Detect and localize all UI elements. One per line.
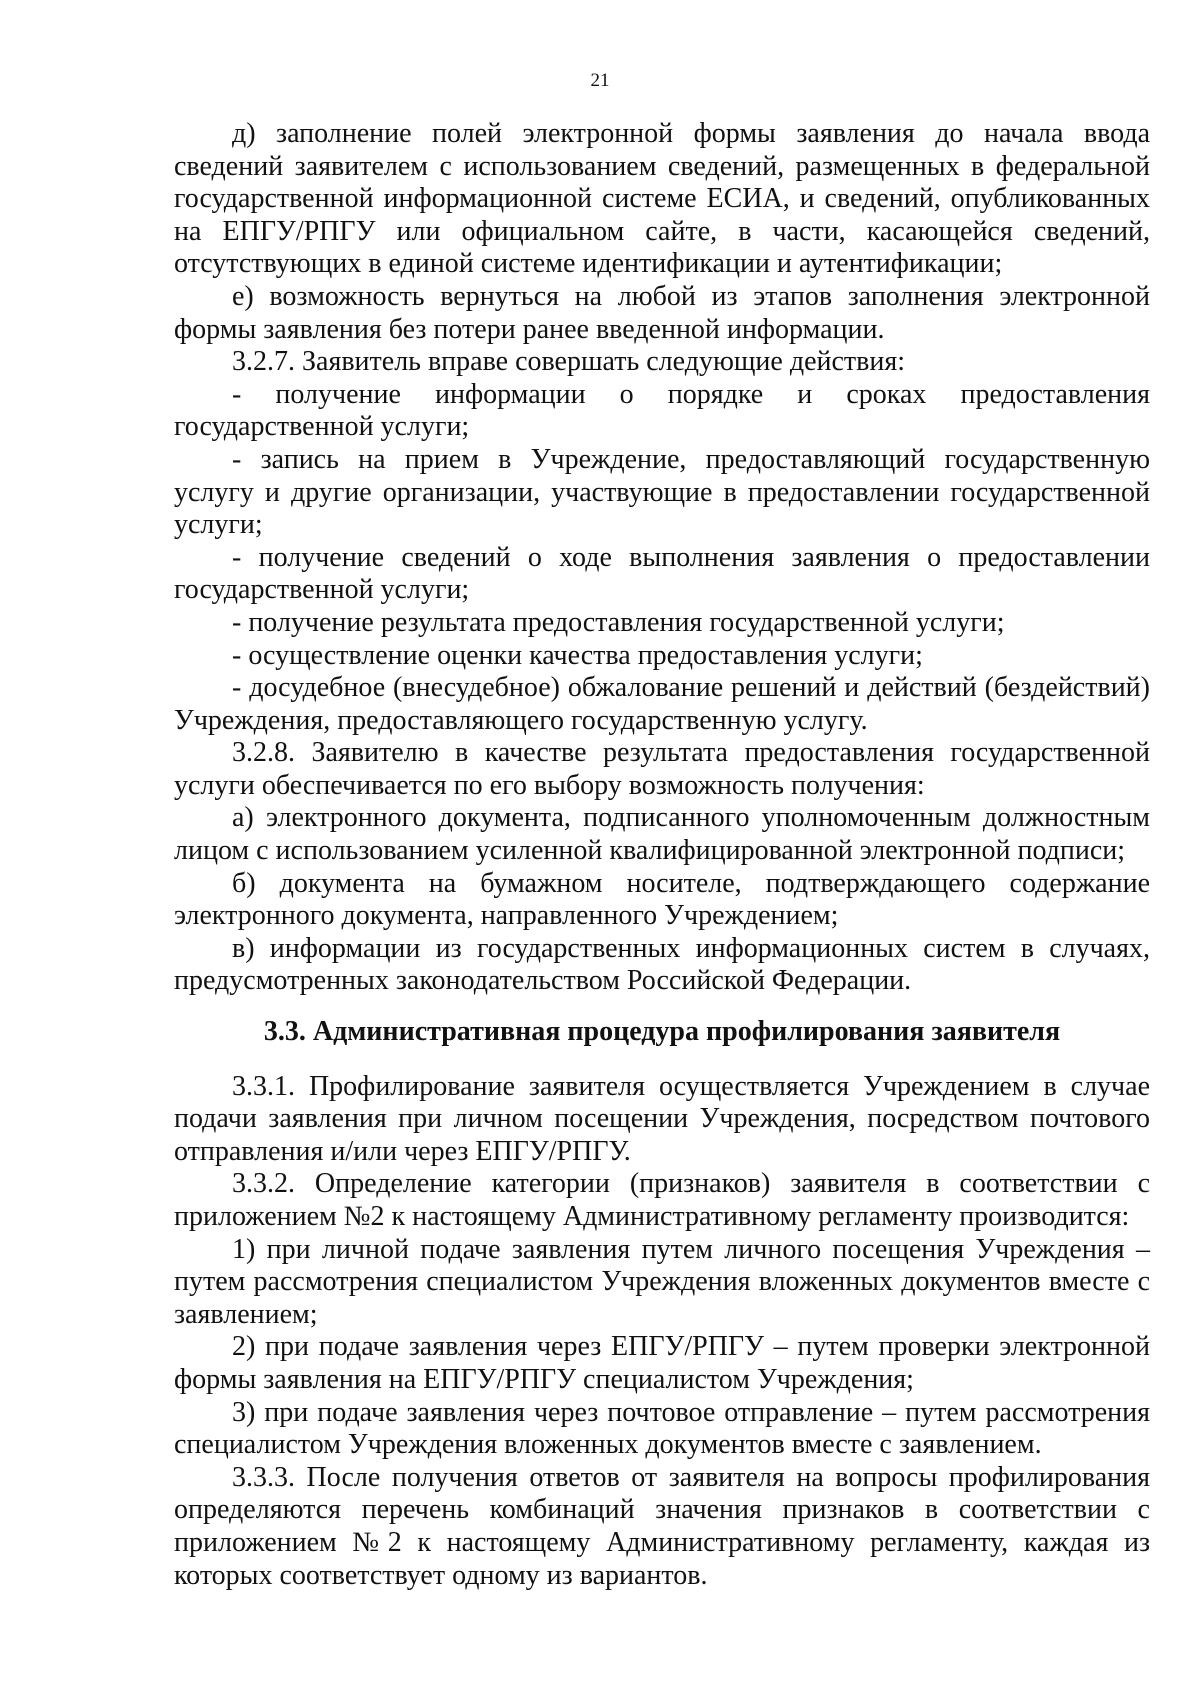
page-number: 21 (590, 70, 610, 91)
document-body (174, 118, 1150, 1592)
list-item-info: - получение информации о порядке и сроках предоставления государственной услуги; (174, 378, 1150, 443)
paragraph-d-form-prefill: д) заполнение полей электронной формы заявления до начала ввода сведений заявителем с использованием сведений, размещенных в федеральной государственной информационной системе ЕСИА, и сведений, опубликованных на ЕПГУ/РПГУ или официальном сайте, в части, касающейся сведений, отсутствующих в единой системе идентификации и аутентификации; (174, 118, 1150, 280)
list-item-appointment: - запись на прием в Учреждение, предоставляющий государственную услугу и другие организации, участвующие в предоставлении государственной услуги; (174, 443, 1150, 541)
paragraph-3-3-2: 3.3.2. Определение категории (признаков) заявителя в соответствии с приложением №2 к настоящему Административному регламенту производится: (174, 1168, 1150, 1232)
list-item-appeal: - досудебное (внесудебное) обжалование решений и действий (бездействий) Учреждения, предоставляющего государственную услугу. (174, 672, 1150, 736)
paragraph-3-2-8: 3.2.8. Заявителю в качестве результата предоставления государственной услуги обеспечивается по его выбору возможность получения: (174, 737, 1150, 801)
paragraph-3-2-7: 3.2.7. Заявитель вправе совершать следующие действия: (232, 346, 906, 378)
paragraph-item-2: 2) при подаче заявления через ЕПГУ/РПГУ – путем проверки электронной формы заявления на ЕПГУ/РПГУ специалистом Учреждения; (174, 1331, 1150, 1395)
paragraph-3-3-3: 3.3.3. После получения ответов от заявителя на вопросы профилирования определяются перечень комбинаций значения признаков в соответствии с приложением №2 к настоящему Административному регламенту, каждая из которых соответствует одному из вариантов. (174, 1461, 1150, 1591)
paragraph-v-information: в) информации из государственных информационных систем в случаях, предусмотренных законодательством Российской Федерации. (174, 932, 1150, 997)
list-item-quality: - осуществление оценки качества предоставления услуги; (232, 639, 923, 671)
list-item-status: - получение сведений о ходе выполнения заявления о предоставлении государственной услуги; (174, 541, 1150, 606)
paragraph-e-return-to-step: е) возможность вернуться на любой из этапов заполнения электронной формы заявления без потери ранее введенной информации. (174, 280, 1150, 345)
paragraph-item-1: 1) при личной подаче заявления путем личного посещения Учреждения – путем рассмотрения специалистом Учреждения вложенных документов вместе с заявлением; (174, 1233, 1150, 1330)
list-item-result: - получение результата предоставления государственной услуги; (232, 606, 1005, 638)
paragraph-item-3: 3) при подаче заявления через почтовое отправление – путем рассмотрения специалистом Учреждения вложенных документов вместе с заявлением. (174, 1396, 1150, 1461)
paragraph-3-3-1: 3.3.1. Профилирование заявителя осуществляется Учреждением в случае подачи заявления при личном посещении Учреждения, посредством почтового отправления и/или через ЕПГУ/РПГУ. (174, 1070, 1150, 1167)
paragraph-a-electronic-document: а) электронного документа, подписанного уполномоченным должностным лицом с использованием усиленной квалифицированной электронной подписи; (174, 802, 1150, 867)
section-heading-3-3: 3.3. Административная процедура профилирования заявителя (263, 1016, 1061, 1048)
paragraph-b-paper-document: б) документа на бумажном носителе, подтверждающего содержание электронного документа, направленного Учреждением; (174, 867, 1150, 932)
